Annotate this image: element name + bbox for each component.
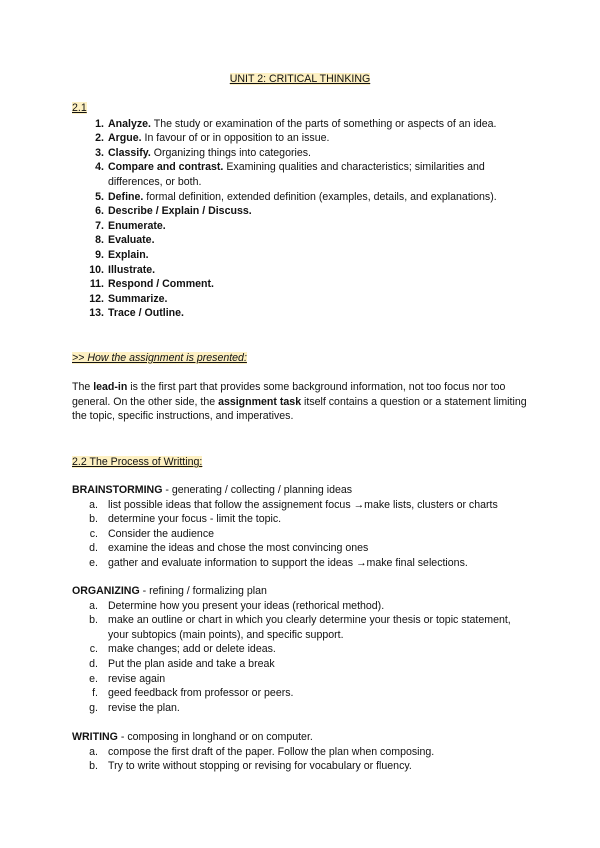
- definitions-list: [72, 117, 532, 321]
- list-item: d. Put the plan aside and take a break: [89, 657, 275, 670]
- list-item: a. list possible ideas that follow the assignement focus →make lists, clusters or charts: [89, 498, 498, 511]
- page-title-text: UNIT 2: CRITICAL THINKING: [229, 73, 371, 85]
- assignment-paragraph: The lead-in is the first part that provides some background information, not too focus nor too general. On the other side, the assignment task itself contains a question or a statement limiting the topic, specific instructions, and imperatives.: [72, 381, 527, 423]
- assignment-heading-block: [72, 351, 532, 366]
- section-2-2-heading: 2.2 The Process of Writting:: [72, 456, 203, 468]
- list-item: e. gather and evaluate information to support the ideas →make final selections.: [89, 556, 468, 569]
- list-item: g. revise the plan.: [89, 701, 180, 714]
- list-item: c. Consider the audience: [89, 527, 215, 540]
- list-item: b. make an outline or chart in which you clearly determine your thesis or topic statement, your subtopics (main points), and specific support.: [89, 614, 511, 641]
- list-item: 3. Classify. Organizing things into categories.: [95, 146, 311, 159]
- list-item: 5. Define. formal definition, extended definition (examples, details, and explanations).: [95, 190, 497, 203]
- list-item: 1. Analyze. The study or examination of the parts of something or aspects of an idea.: [95, 117, 497, 130]
- organizing-list: [72, 599, 532, 716]
- list-item: a. compose the first draft of the paper. Follow the plan when composing.: [89, 745, 435, 758]
- brainstorming-label: BRAINSTORMING: [72, 484, 163, 496]
- list-item: b. determine your focus - limit the topic.: [89, 513, 282, 526]
- organizing-label: ORGANIZING: [72, 585, 140, 597]
- list-item: 12. Summarize.: [89, 292, 168, 305]
- assignment-task-term: assignment task: [218, 395, 302, 408]
- list-item: 2. Argue. In favour of or in opposition to an issue.: [95, 132, 330, 145]
- list-item: b. Try to write without stopping or revising for vocabulary or fluency.: [89, 760, 412, 773]
- organizing-block: ORGANIZING - refining / formalizing plan a. Determine how you present your ideas (rethorical method). b. make an outline or chart in which you clearly determine your thesis or topic statement, your subtopics (main points), and specific support. c. make changes; add or delete ideas. d. Put the plan aside and take a break e. revise again f. geed feedback from professor or peers. g. revise the plan.: [72, 584, 532, 715]
- list-item: a. Determine how you present your ideas (rethorical method).: [89, 599, 385, 612]
- list-item: 4. Compare and contrast. Examining qualities and characteristics; similarities and differences, or both.: [95, 161, 485, 188]
- writing-list: [72, 745, 532, 774]
- writing-block: WRITING - composing in longhand or on computer. a. compose the first draft of the paper. Follow the plan when composing. b. Try to write without stopping or revising for vocabulary or fluency.: [72, 730, 532, 774]
- list-item: 13. Trace / Outline.: [89, 307, 184, 320]
- page-title: [0, 72, 600, 87]
- list-item: e. revise again: [89, 672, 166, 685]
- list-item: f. geed feedback from professor or peers.: [92, 687, 294, 700]
- brainstorming-list: [72, 498, 532, 571]
- brainstorming-block: BRAINSTORMING - generating / collecting / planning ideas a. list possible ideas that follow the assignement focus →make lists, clusters or charts b. determine your focus - limit the topic. c. Consider the audience d. examine the ideas and chose the most convincing ones e. gather and evaluate information to support the ideas →make final selections.: [72, 483, 532, 571]
- section-2-1: [72, 101, 532, 321]
- list-item: c. make changes; add or delete ideas.: [89, 643, 276, 656]
- list-item: 7. Enumerate.: [95, 219, 166, 232]
- writing-label: WRITING: [72, 731, 118, 743]
- section-2-1-heading: 2.1: [72, 102, 87, 114]
- list-item: 6. Describe / Explain / Discuss.: [95, 205, 252, 218]
- lead-in-term: lead-in: [93, 381, 128, 393]
- section-2-2-heading-block: [72, 455, 532, 470]
- list-item: 8. Evaluate.: [95, 234, 155, 247]
- list-item: 9. Explain.: [95, 248, 149, 261]
- assignment-heading: >> How the assignment is presented:: [72, 352, 247, 364]
- list-item: 11. Respond / Comment.: [89, 278, 214, 291]
- list-item: d. examine the ideas and chose the most convincing ones: [89, 542, 369, 555]
- list-item: 10. Illustrate.: [89, 263, 156, 276]
